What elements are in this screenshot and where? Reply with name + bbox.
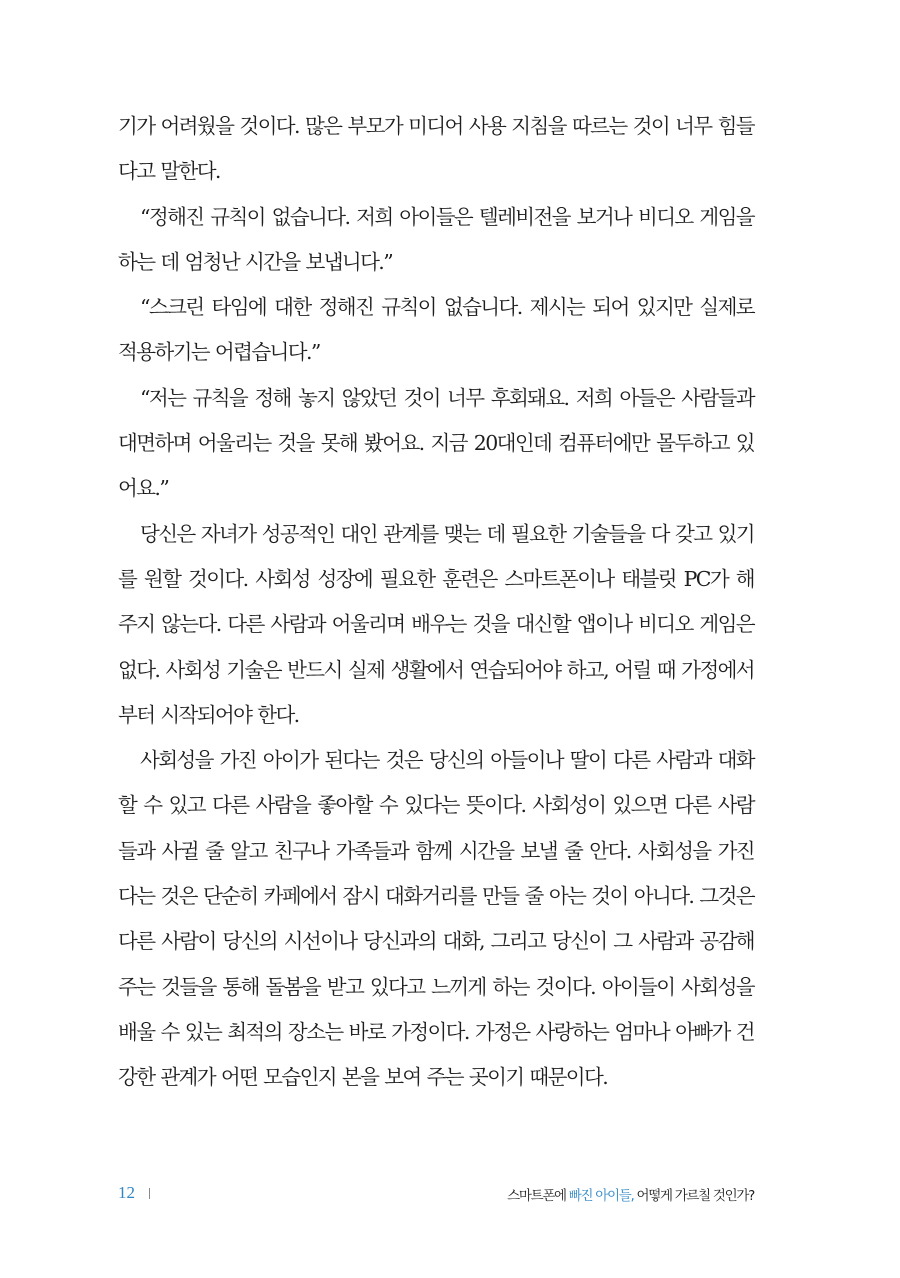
body-paragraph: 사회성을 가진 아이가 된다는 것은 당신의 아들이나 딸이 다른 사람과 대화할 수 있고 다른 사람을 좋아할 수 있다는 뜻이다. 사회성이 있으면 다른 사람들과 사귈 줄 알고 친구나 가족들과 함께 시간을 보낼 줄 안다. 사회성을 가진다는 것은 단순히 카페에서 잠시 대화거리를 만들 줄 아는 것이 아니다. 그것은 다른 사람이 당신의 시선이나 당신과의 대화, 그리고 당신이 그 사람과 공감해 주는 것들을 통해 돌봄을 받고 있다고 느끼게 하는 것이다. 아이들이 사회성을 배울 수 있는 최적의 장소는 바로 가정이다. 가정은 사랑하는 엄마나 아빠가 건강한 관계가 어떤 모습인지 본을 보여 주는 곳이기 때문이다. bbox=[118, 748, 754, 1090]
quote-paragraph: “스크린 타임에 대한 정해진 규칙이 없습니다. 제시는 되어 있지만 실제로 적용하기는 어렵습니다.” bbox=[118, 295, 754, 365]
body-text bbox=[118, 104, 754, 1101]
paragraph-continued: 기가 어려웠을 것이다. 많은 부모가 미디어 사용 지침을 따르는 것이 너무 힘들다고 말한다. bbox=[118, 114, 754, 184]
running-title-highlight: 빠진 아이들, bbox=[568, 1188, 634, 1204]
running-title-part1: 스마트폰에 bbox=[507, 1188, 569, 1204]
page-number: 12 bbox=[118, 1183, 135, 1202]
quote-paragraph: “저는 규칙을 정해 놓지 않았던 것이 너무 후회돼요. 저희 아들은 사람들과 대면하며 어울리는 것을 못해 봤어요. 지금 20대인데 컴퓨터에만 몰두하고 있어요.” bbox=[118, 385, 754, 501]
body-paragraph: 당신은 자녀가 성공적인 대인 관계를 맺는 데 필요한 기술들을 다 갖고 있기를 원할 것이다. 사회성 성장에 필요한 훈련은 스마트폰이나 태블릿 PC가 해주지 않는다. 다른 사람과 어울리며 배우는 것을 대신할 앱이나 비디오 게임은 없다. 사회성 기술은 반드시 실제 생활에서 연습되어야 하고, 어릴 때 가정에서부터 시작되어야 한다. bbox=[118, 521, 754, 727]
running-title-part2: 어떻게 가르칠 것인가? bbox=[633, 1188, 754, 1204]
quote-paragraph: “정해진 규칙이 없습니다. 저희 아이들은 텔레비전을 보거나 비디오 게임을 하는 데 엄청난 시간을 보냅니다.” bbox=[118, 204, 754, 274]
footer-divider bbox=[149, 1188, 150, 1199]
running-title bbox=[507, 1184, 754, 1204]
page-number-block bbox=[118, 1183, 150, 1203]
